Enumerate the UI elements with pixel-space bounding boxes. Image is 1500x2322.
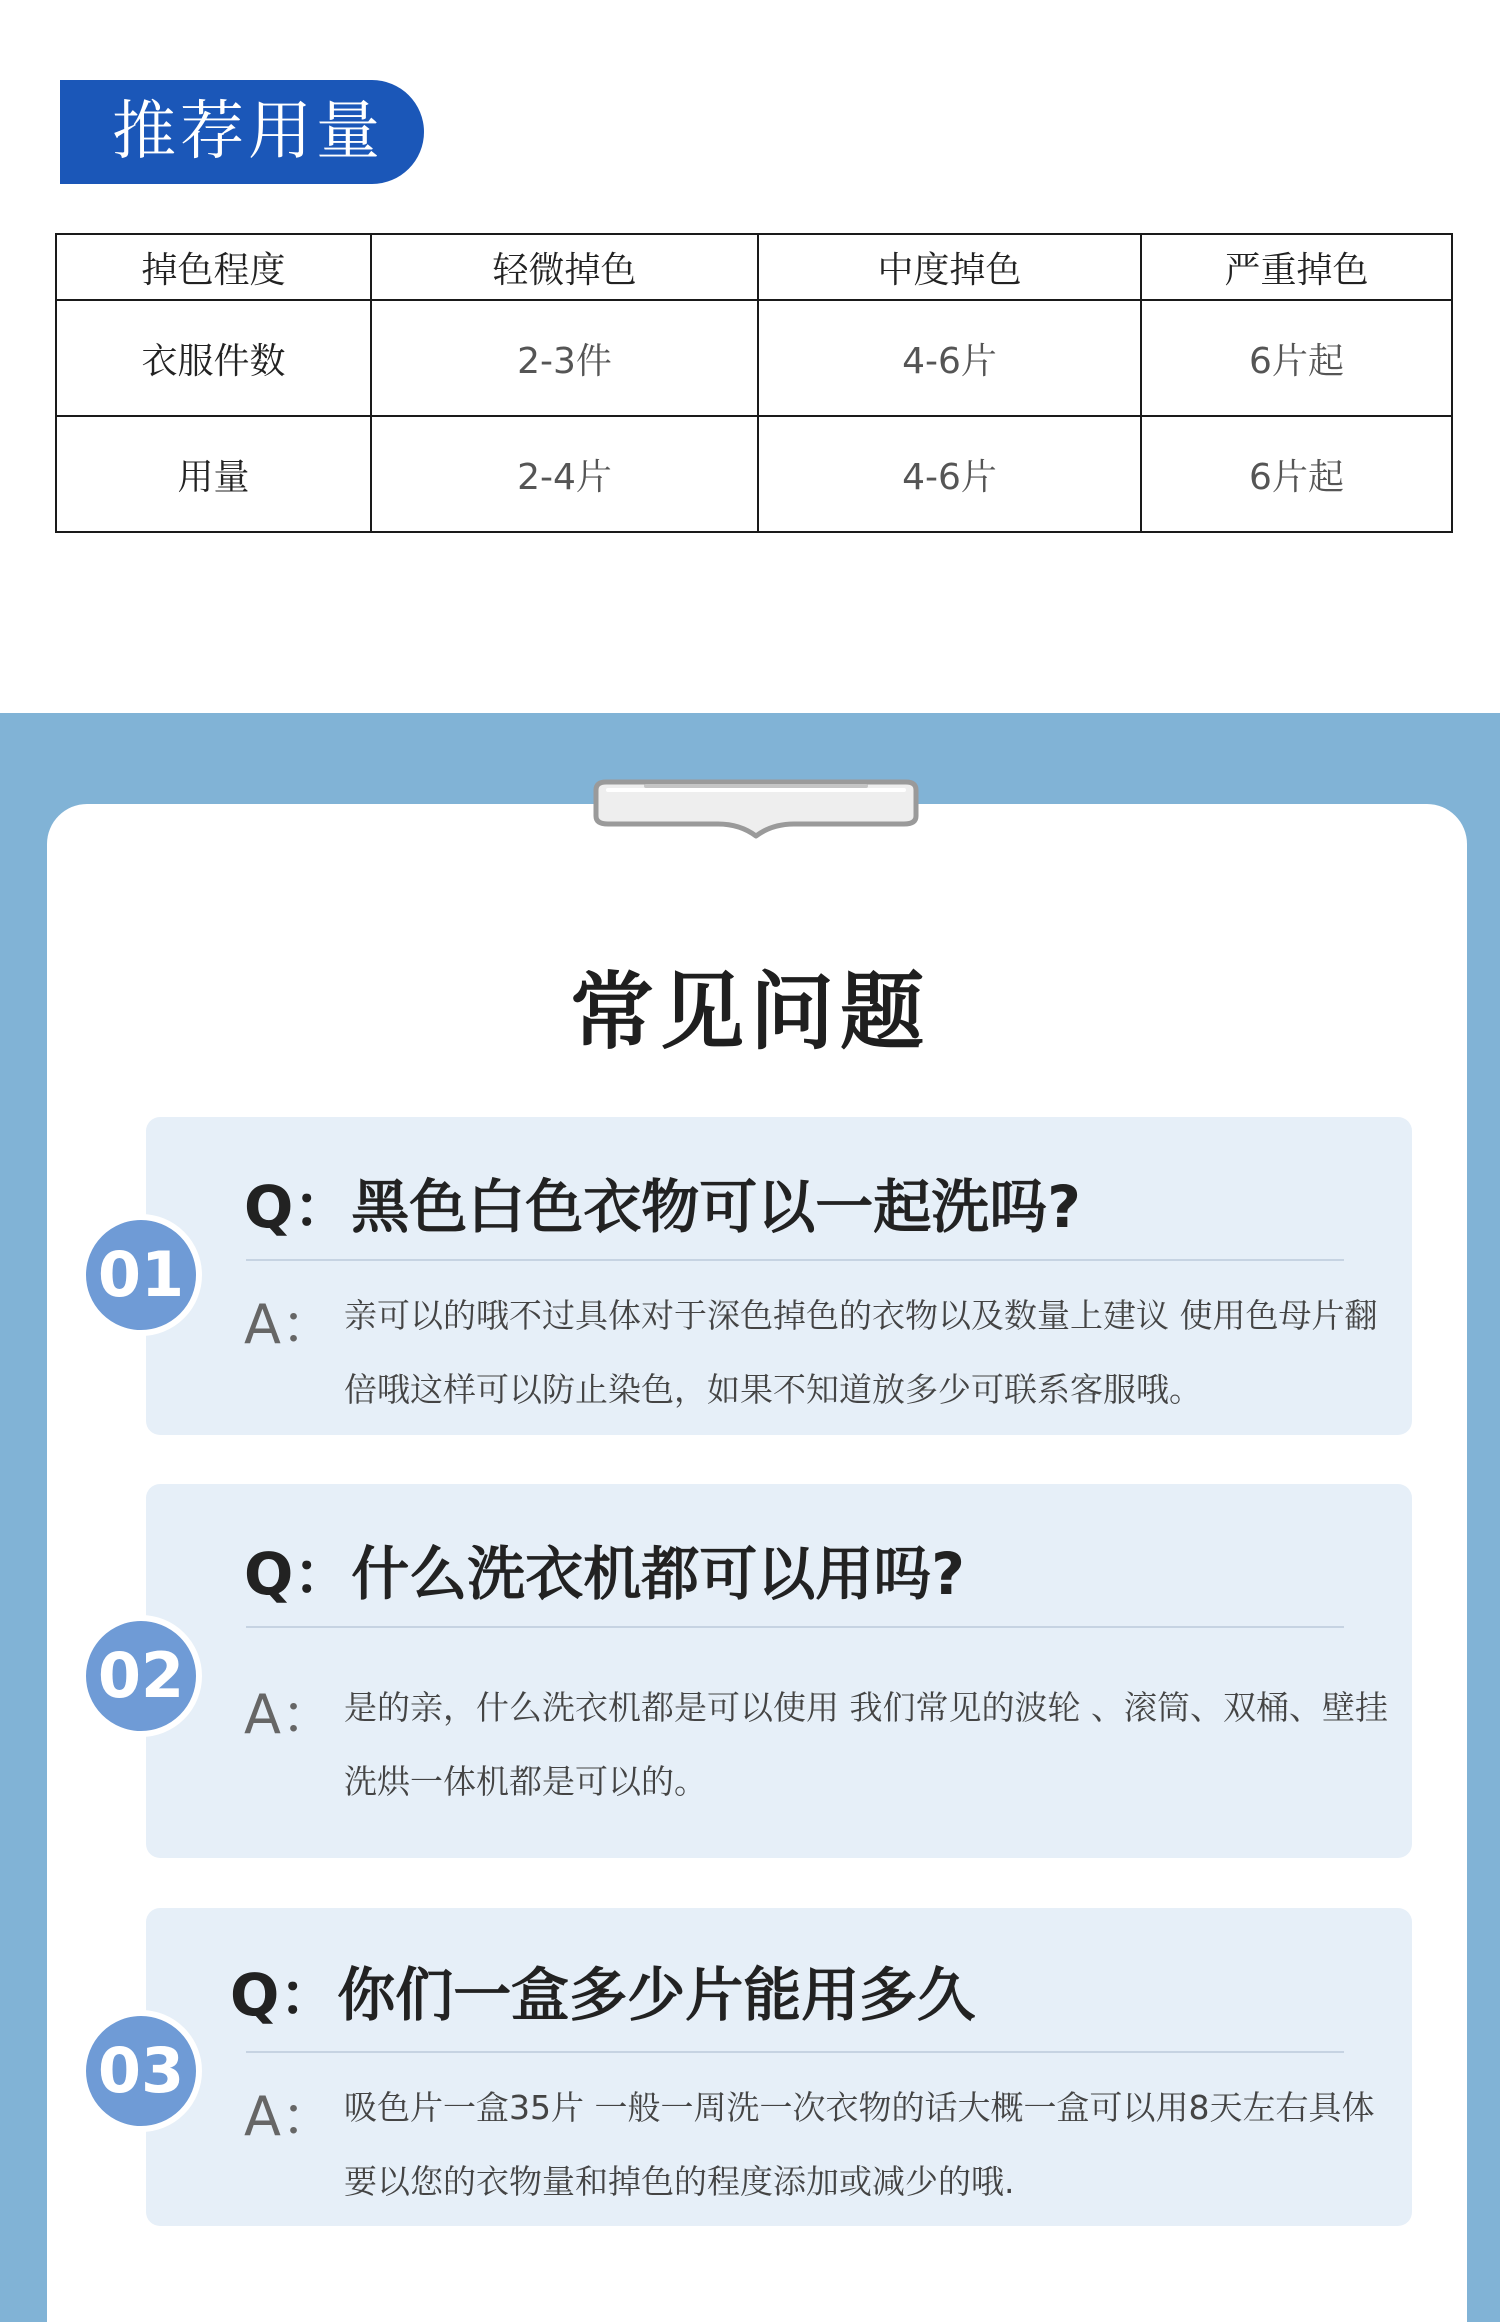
header-cell: 严重掉色 (1141, 234, 1452, 300)
faq-answer: 是的亲，什么洗衣机都是可以使用 我们常见的波轮 、滚筒、双桶、壁挂 洗烘一体机都是可以的。 (344, 1688, 1388, 1801)
faq-divider (246, 1626, 1344, 1628)
usage-title: 推荐用量 (60, 80, 424, 184)
faq-number-badge: 01 (80, 1214, 202, 1336)
faq-answer-label: A： (244, 1683, 335, 1746)
row-label: 衣服件数 (56, 300, 371, 416)
faq-title: 常见问题 (569, 963, 930, 1061)
row-label: 用量 (56, 416, 371, 532)
faq-answer: 亲可以的哦不过具体对于深色掉色的衣物以及数量上建议 使用色母片翻倍哦这样可以防止染色，如果不知道放多少可联系客服哦。 (344, 1296, 1378, 1409)
faq-question: Q：你们一盒多少片能用多久 (230, 1961, 976, 2029)
table-cell: 4-6片 (758, 416, 1141, 532)
header-cell: 中度掉色 (758, 234, 1141, 300)
table-row (56, 300, 1452, 416)
header-cell: 掉色程度 (56, 234, 371, 300)
table-row (56, 416, 1452, 532)
faq-answer: 吸色片一盒35片 一般一周洗一次衣物的话大概一盒可以用8天左右具体要以您的衣物量和掉色的程度添加或减少的哦. (344, 2088, 1375, 2201)
faq-number-badge: 02 (80, 1615, 202, 1737)
faq-number-badge: 03 (80, 2010, 202, 2132)
faq-answer-label: A： (244, 1293, 335, 1356)
table-cell: 2-4片 (371, 416, 758, 532)
table-cell: 6片起 (1141, 416, 1452, 532)
table-cell: 6片起 (1141, 300, 1452, 416)
faq-question: Q：黑色白色衣物可以一起洗吗? (244, 1173, 1081, 1241)
table-cell: 2-3件 (371, 300, 758, 416)
faq-question: Q：什么洗衣机都可以用吗? (244, 1540, 965, 1608)
usage-table (55, 233, 1453, 533)
table-header-row (56, 234, 1452, 300)
faq-divider (246, 1259, 1344, 1261)
faq-answer-label: A： (244, 2085, 335, 2148)
faq-divider (246, 2051, 1344, 2053)
binder-clip-icon (584, 772, 928, 850)
header-cell: 轻微掉色 (371, 234, 758, 300)
table-cell: 4-6片 (758, 300, 1141, 416)
